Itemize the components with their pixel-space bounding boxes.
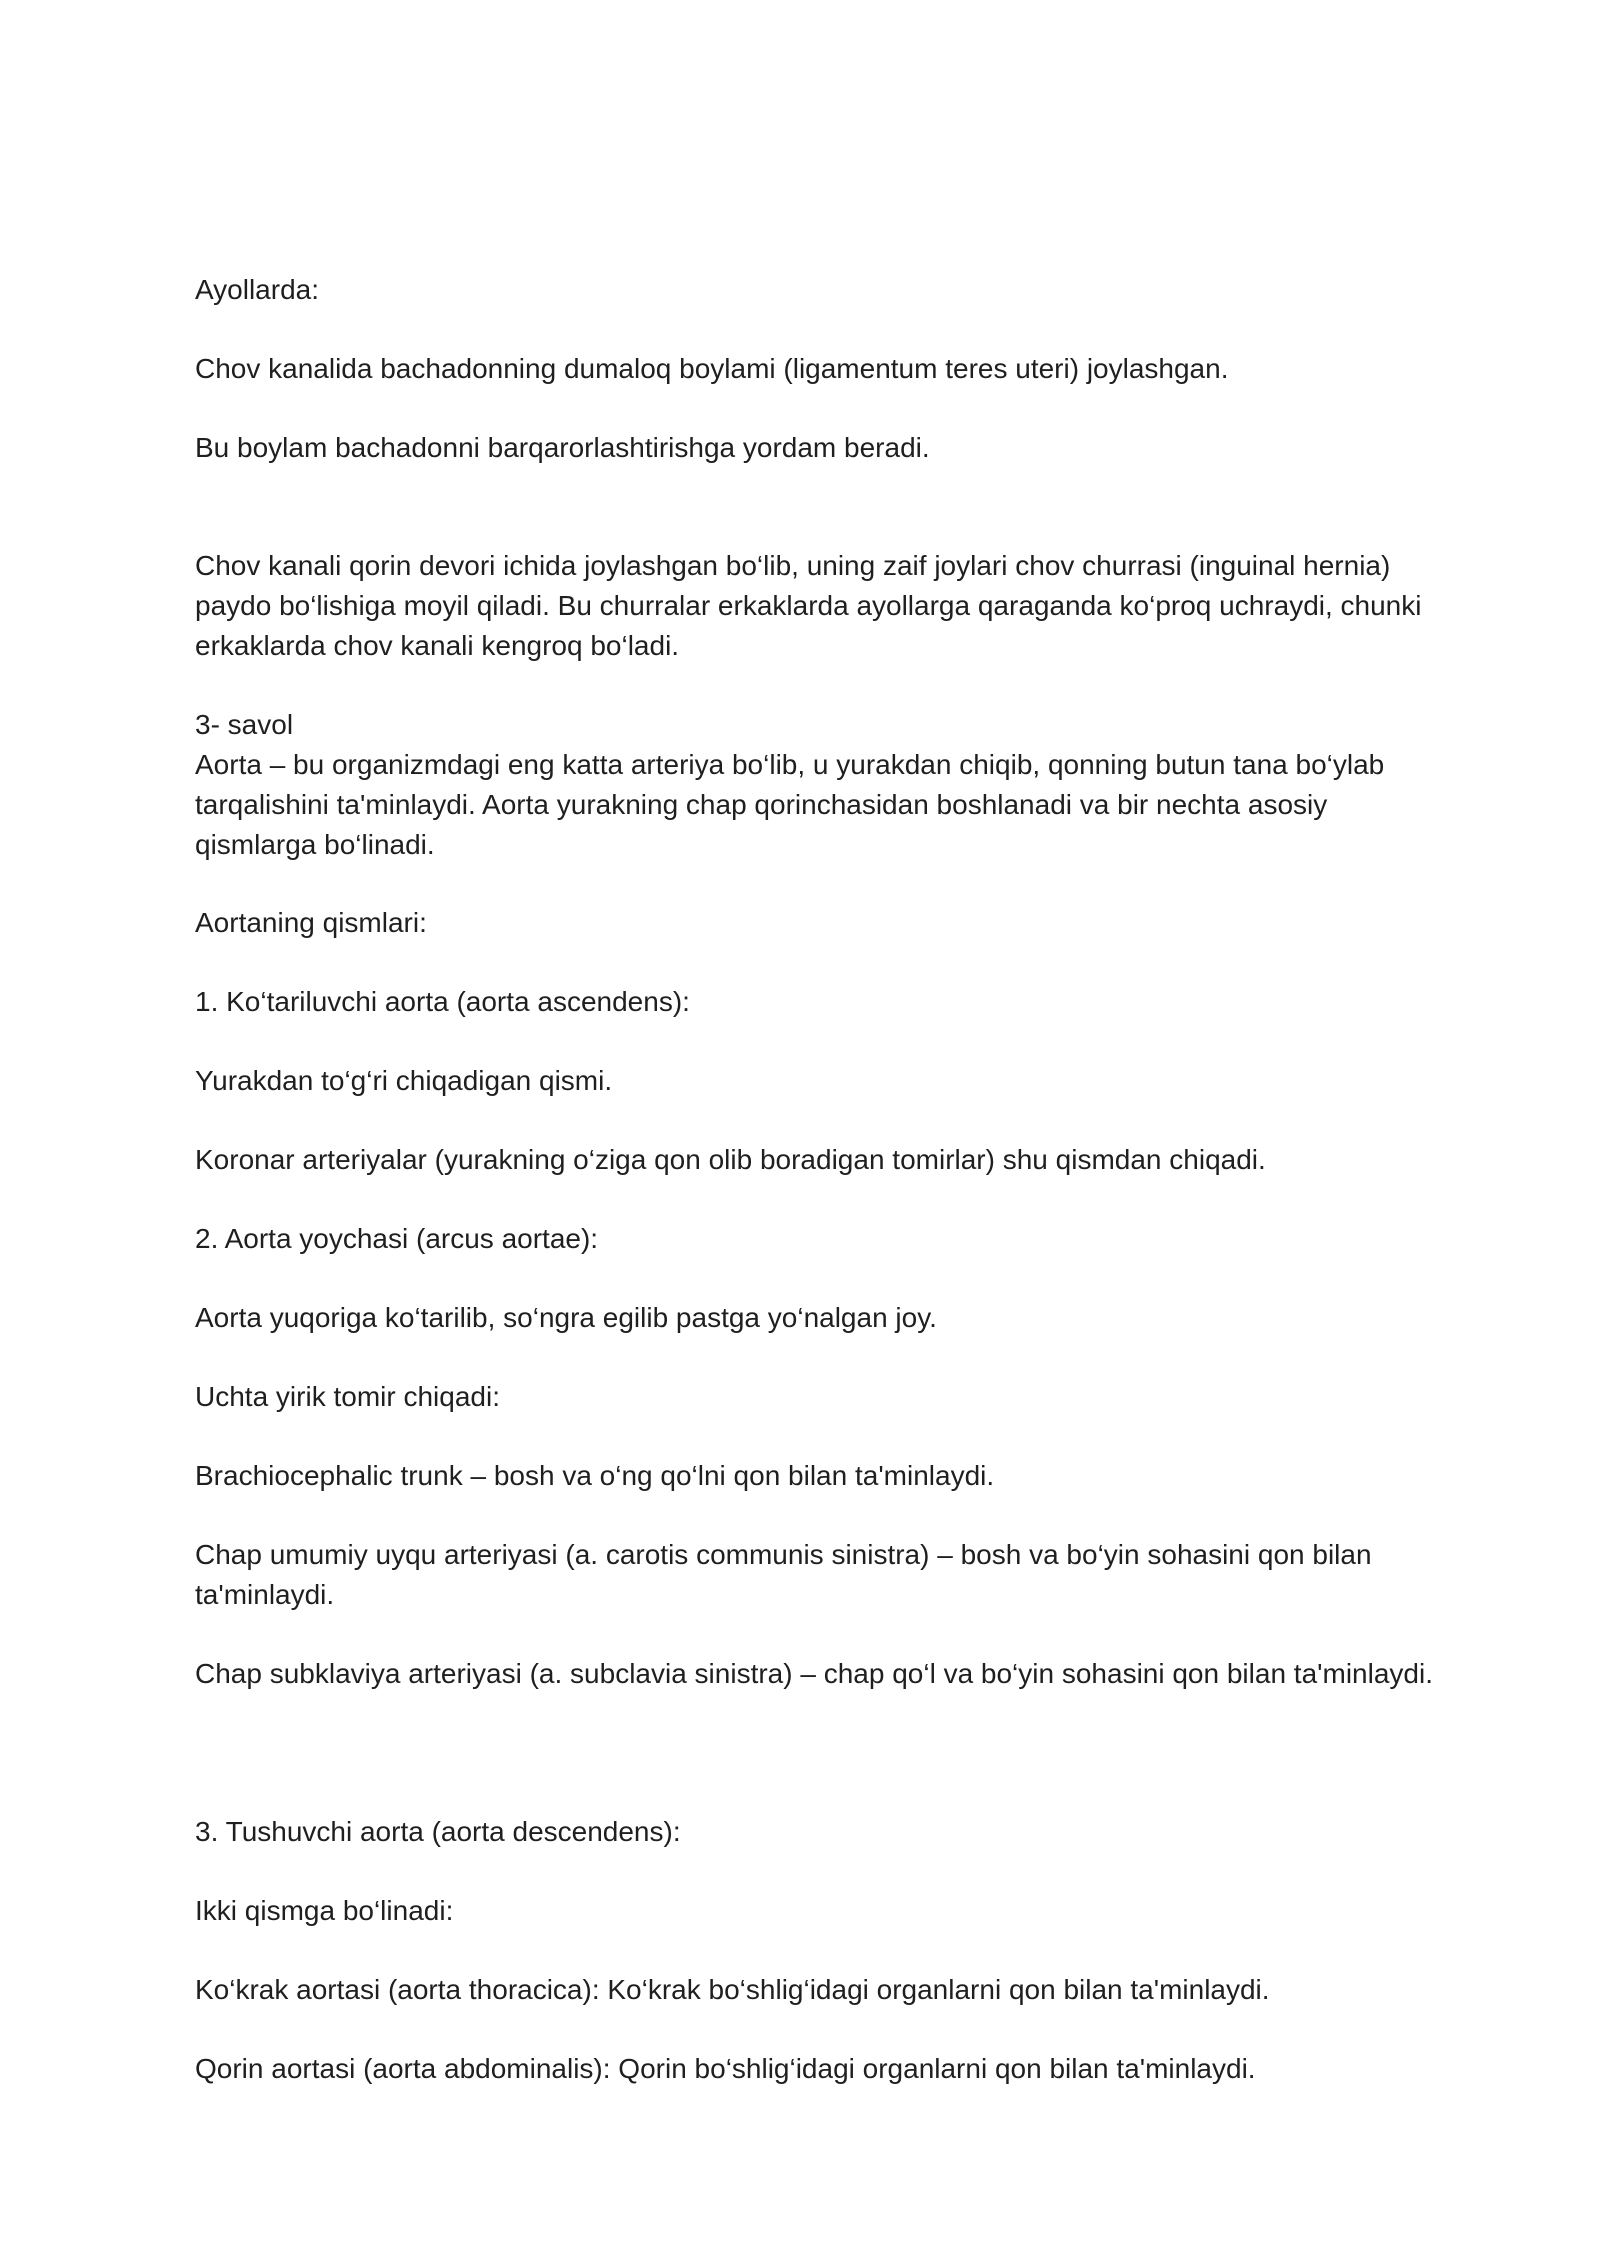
list-item-descending-aorta: 3. Tushuvchi aorta (aorta descendens): [195, 1816, 681, 1847]
paragraph-arch-desc: Aorta yuqoriga ko‘tarilib, so‘ngra egilib pastga yo‘nalgan joy. [195, 1302, 937, 1333]
paragraph-carotis: Chap umumiy uyqu arteriyasi (a. carotis communis sinistra) – bosh va bo‘yin sohasini qon bilan ta'minlaydi. [195, 1539, 1372, 1610]
heading-question-3: 3- savol [195, 709, 294, 740]
paragraph-thoracic: Ko‘krak aortasi (aorta thoracica): Ko‘krak bo‘shlig‘idagi organlarni qon bilan ta'minlaydi. [195, 1974, 1270, 2005]
heading-ayollarda: Ayollarda: [195, 274, 320, 305]
paragraph-brachiocephalic: Brachiocephalic trunk – bosh va o‘ng qo‘lni qon bilan ta'minlaydi. [195, 1460, 995, 1491]
list-item-aortic-arch: 2. Aorta yoychasi (arcus aortae): [195, 1223, 599, 1254]
paragraph-subclavia: Chap subklaviya arteriyasi (a. subclavia sinistra) – chap qo‘l va bo‘yin sohasini qon bilan ta'minlaydi. [195, 1658, 1433, 1689]
heading-aorta-parts: Aortaning qismlari: [195, 907, 427, 938]
paragraph-aorta-intro: Aorta – bu organizmdagi eng katta arteriya bo‘lib, u yurakdan chiqib, qonning butun tana bo‘ylab tarqalishini ta'minlaydi. Aorta yurakning chap qorinchasidan boshlanadi va bir nechta asosiy qismlarga bo‘linadi. [195, 749, 1385, 860]
paragraph-three-vessels: Uchta yirik tomir chiqadi: [195, 1381, 500, 1412]
paragraph-stabilize: Bu boylam bachadonni barqarorlashtirishga yordam beradi. [195, 432, 930, 463]
paragraph-coronary: Koronar arteriyalar (yurakning o‘ziga qon olib boradigan tomirlar) shu qismdan chiqadi. [195, 1144, 1266, 1175]
paragraph-ascending-desc: Yurakdan to‘g‘ri chiqadigan qismi. [195, 1065, 613, 1096]
paragraph-two-parts: Ikki qismga bo‘linadi: [195, 1895, 454, 1926]
paragraph-ligament: Chov kanalida bachadonning dumaloq boylami (ligamentum teres uteri) joylashgan. [195, 353, 1229, 384]
list-item-ascending-aorta: 1. Ko‘tariluvchi aorta (aorta ascendens): [195, 986, 690, 1017]
paragraph-inguinal-canal: Chov kanali qorin devori ichida joylashgan bo‘lib, uning zaif joylari chov churrasi (inguinal hernia) paydo bo‘lishiga moyil qiladi. Bu churralar erkaklarda ayollarga qaraganda ko‘proq uchraydi, chunki erkaklarda chov kanali kengroq bo‘ladi. [195, 550, 1422, 661]
paragraph-abdominal: Qorin aortasi (aorta abdominalis): Qorin bo‘shlig‘idagi organlarni qon bilan ta'minlaydi. [195, 2053, 1256, 2084]
